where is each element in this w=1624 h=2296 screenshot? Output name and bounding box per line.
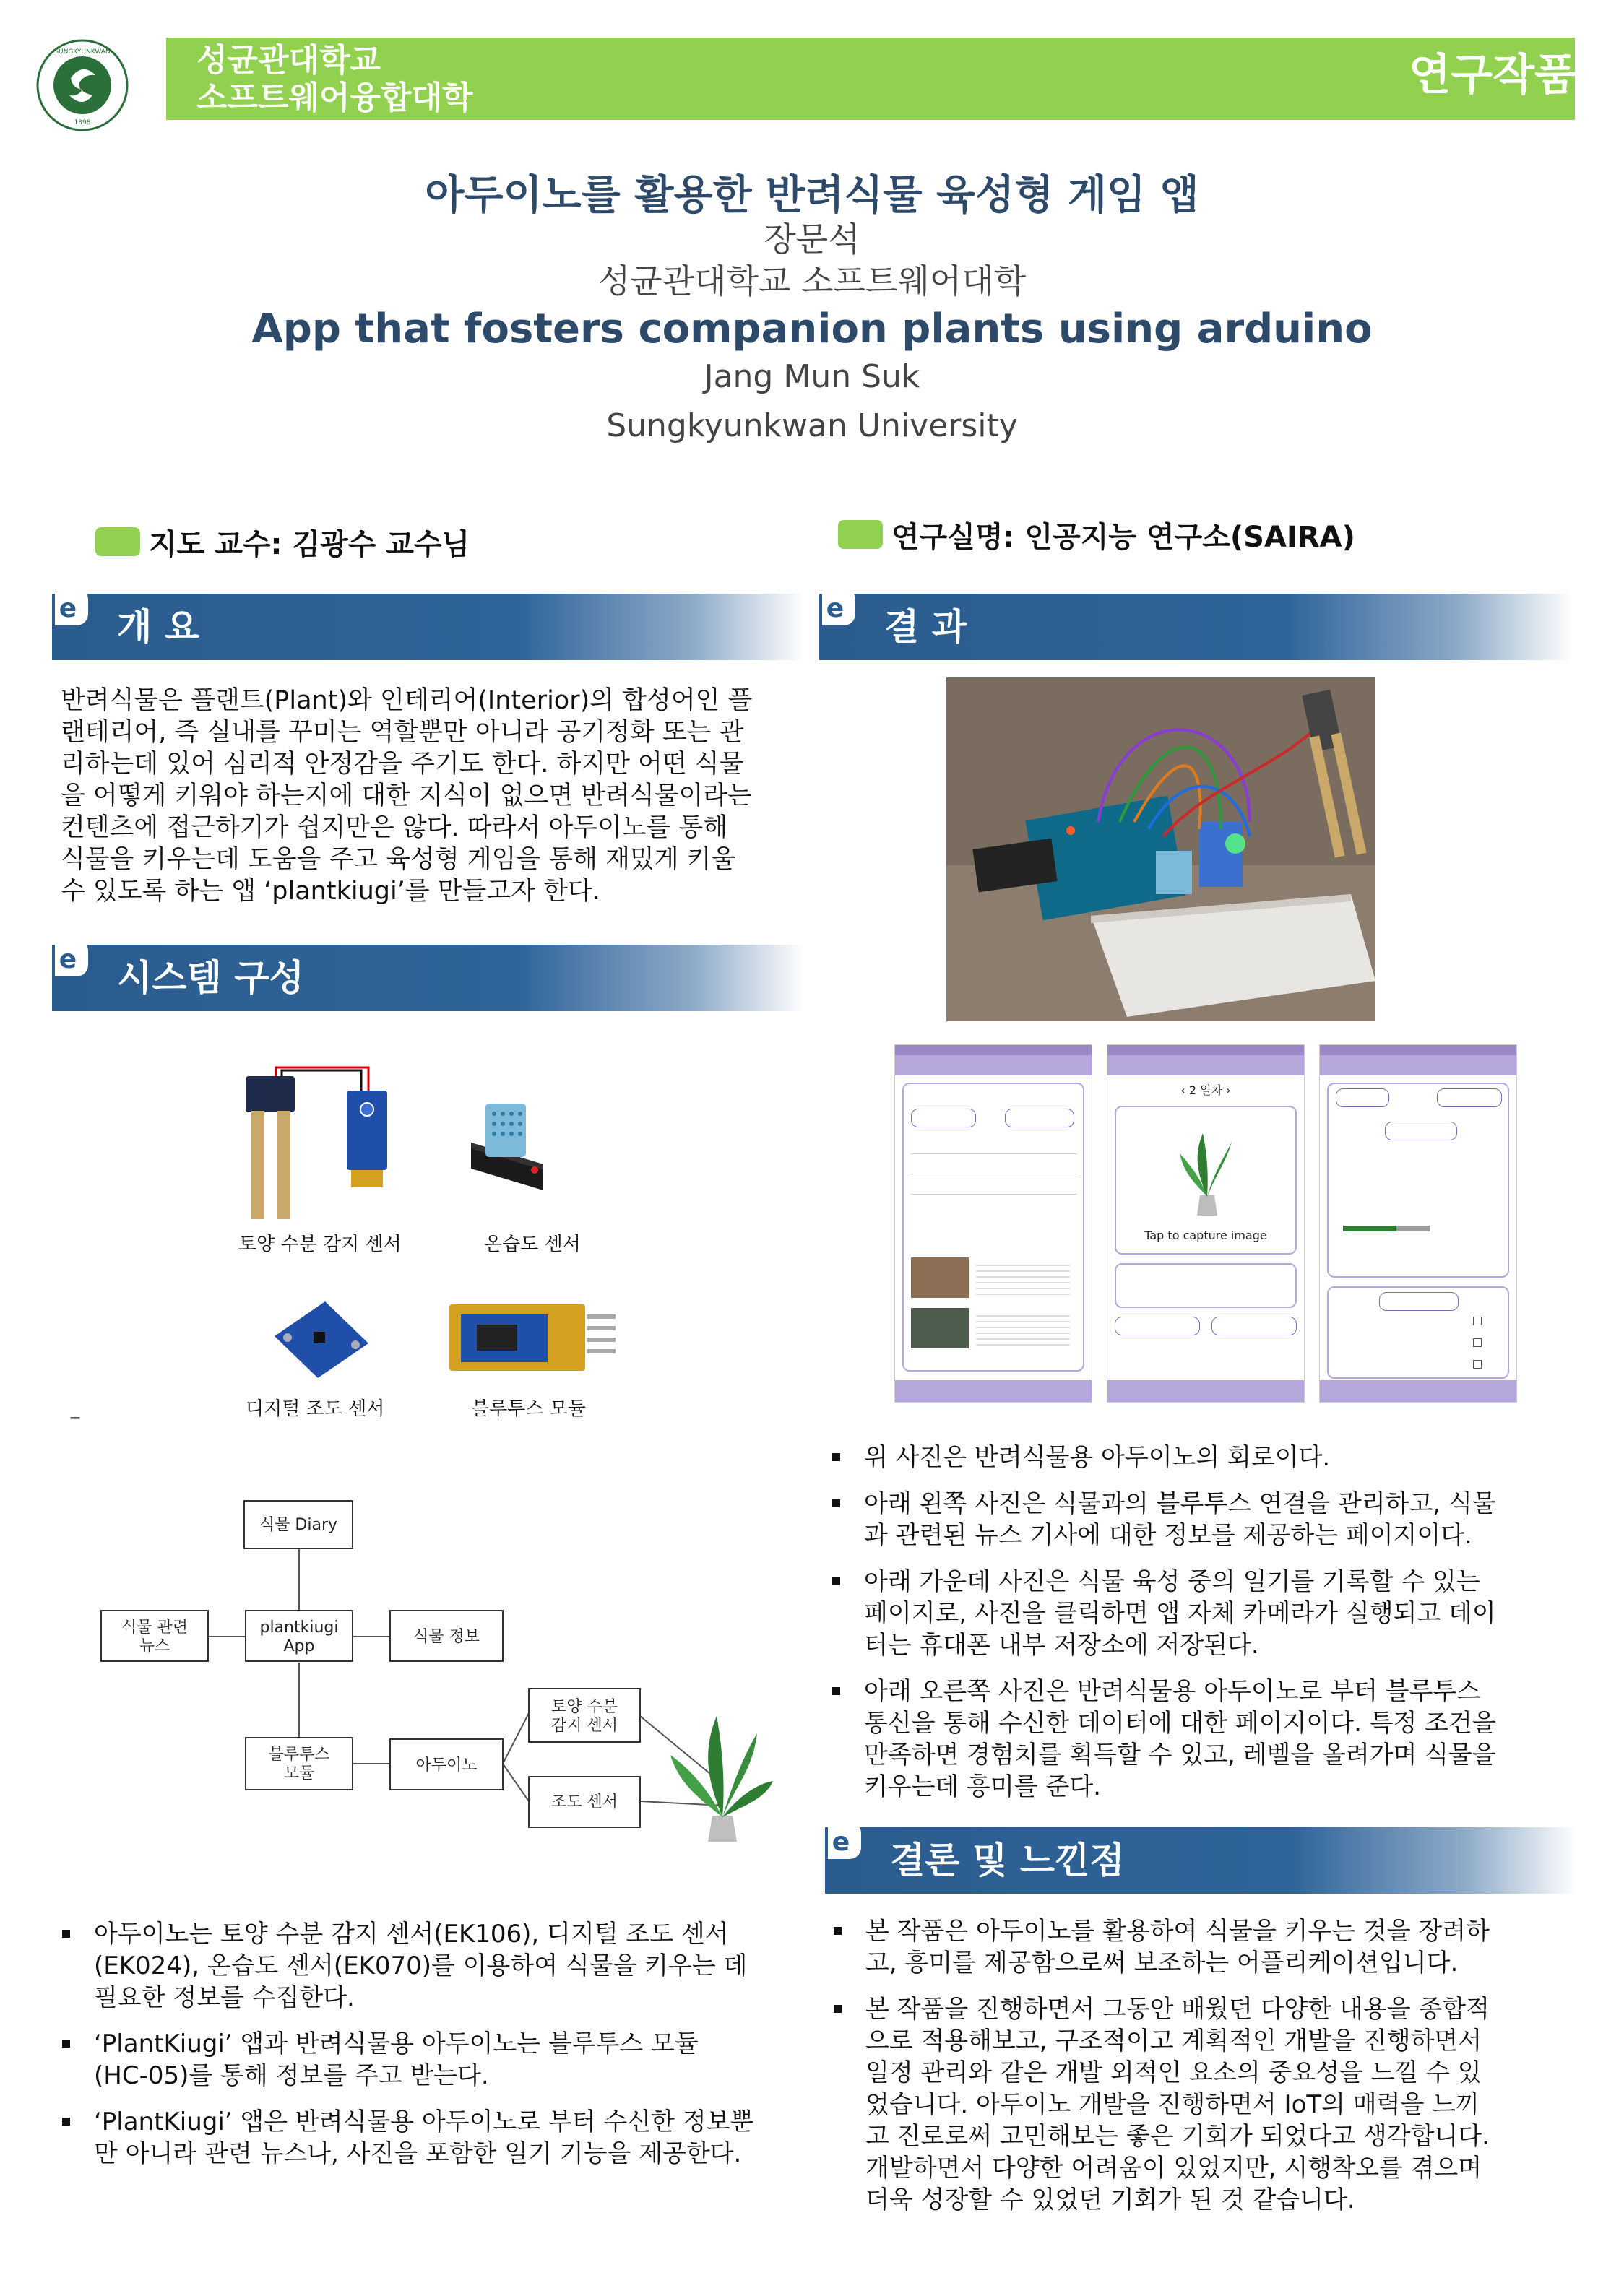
chevron-left-icon[interactable]: ‹: [1180, 1083, 1185, 1097]
list-item-line: 만족하면 경험치를 획득할 수 있고, 레벨을 올려가며 식물을: [864, 1741, 1496, 1769]
exp-progress-bar: [1343, 1226, 1430, 1231]
list-item-line: ‘PlantKiugi’ 앱과 반려식물용 아두이노는 블루투스 모듈: [94, 2029, 699, 2058]
list-item-line: 개발하면서 다양한 어려움이 있었지만, 시행착오를 겪으며: [865, 2154, 1482, 2183]
system-bullet-list: [58, 1918, 753, 2184]
quest-checkbox[interactable]: [1473, 1360, 1482, 1369]
overview-paragraph: [61, 685, 752, 907]
diary-day-nav[interactable]: [1107, 1081, 1304, 1098]
temp-sensor-label: 온습도 센서: [484, 1234, 581, 1255]
list-item-line: 통신을 통해 수신한 데이터에 대한 페이지이다. 특정 조건을: [864, 1709, 1496, 1738]
lab-marker: [838, 520, 883, 549]
status-bar: [895, 1045, 1092, 1055]
diagram-label-arduino: 아두이노: [415, 1756, 478, 1775]
app-screen-bluetooth-news: [894, 1044, 1092, 1403]
diagram-label-app-1: plantkiugi: [259, 1619, 339, 1637]
list-item: [829, 1993, 1490, 2216]
list-item-line: 필요한 정보를 수집한다.: [94, 1983, 355, 2012]
section-overview-title: 개 요: [117, 606, 200, 648]
section-e-icon: [825, 1821, 861, 1871]
diagram-label-news-2: 뉴스: [139, 1637, 170, 1655]
list-item-line: 페이지로, 사진을 클릭하면 앱 자체 카메라가 실행되고 데이: [864, 1599, 1496, 1628]
svg-text:SUNGKYUNKWAN: SUNGKYUNKWAN: [54, 48, 111, 56]
soil-sensor-label: 토양 수분 감지 센서: [238, 1234, 402, 1255]
status-bar: [1320, 1045, 1516, 1055]
section-e-icon: [52, 588, 88, 637]
list-item-line: 만 아니라 관련 뉴스나, 사진을 포함한 일기 기능을 제공한다.: [94, 2139, 742, 2168]
plant-info-title: [1385, 1122, 1457, 1140]
section-system-header: [52, 945, 805, 1011]
plant-icon: [1178, 1129, 1236, 1216]
save-button[interactable]: [1115, 1317, 1200, 1335]
content-card: [902, 1083, 1084, 1372]
capture-hint: Tap to capture image: [1144, 1229, 1267, 1242]
diagram-label-diary: 식물 Diary: [259, 1516, 338, 1534]
list-item: [58, 2028, 753, 2092]
app-screen-plant-status: [1319, 1044, 1517, 1403]
quest-checkbox[interactable]: [1473, 1338, 1482, 1347]
section-e-icon: [52, 939, 88, 988]
diagram-label-light: 조도 센서: [550, 1793, 618, 1811]
category-label: 연구작품: [1409, 50, 1576, 100]
list-item-line: (HC-05)를 통해 정보를 주고 받는다.: [94, 2061, 489, 2090]
arduino-circuit-photo: [946, 677, 1375, 1021]
diagram-label-soil-1: 토양 수분: [550, 1698, 618, 1716]
list-item: [828, 1676, 1496, 1803]
overview-line: 컨텐츠에 접근하기가 쉽지만은 않다. 따라서 아두이노를 통해: [61, 813, 728, 842]
overview-line: 반려식물은 플랜트(Plant)와 인테리어(Interior)의 합성어인 플: [61, 686, 753, 715]
bluetooth-module-label: 블루투스 모듈: [471, 1398, 586, 1420]
overview-line: 리하는데 있어 심리적 안정감을 주기도 한다. 하지만 어떤 식물: [61, 750, 744, 779]
list-item: [58, 1918, 753, 2014]
potted-plant-icon: [670, 1716, 773, 1842]
list-item-line: (EK024), 온습도 센서(EK070)를 이용하여 식물을 키우는 데: [94, 1951, 748, 1980]
overview-line: 식물을 키우는데 도움을 주고 육성형 게임을 통해 재밌게 키울: [61, 845, 736, 874]
section-system-title: 시스템 구성: [117, 957, 304, 999]
list-item-line: 본 작품을 진행하면서 그동안 배웠던 다양한 내용을 종합적: [865, 1995, 1490, 2024]
conclusion-bullet-list: [829, 1915, 1490, 2230]
advisor-line: [95, 521, 470, 562]
author-korean: 장문석: [764, 220, 860, 259]
news-thumbnail[interactable]: [911, 1308, 969, 1348]
list-item-line: 아래 가운데 사진은 식물 육성 중의 일기를 기록할 수 있는: [864, 1567, 1480, 1596]
diagram-label-bt-2: 모듈: [283, 1764, 315, 1782]
section-overview-header: [52, 594, 805, 660]
affiliation-korean: 성균관대학교 소프트웨어대학: [597, 261, 1027, 300]
title-english: App that fosters companion plants using arduino: [251, 306, 1373, 352]
list-item-line: 위 사진은 반려식물용 아두이노의 회로이다.: [864, 1443, 1331, 1472]
title-korean: 아두이노를 활용한 반려식물 육성형 게임 앱: [425, 172, 1199, 219]
list-item: [828, 1566, 1496, 1661]
advisor-text: 지도 교수: 김광수 교수님: [149, 527, 470, 561]
list-item-line: 터는 휴대폰 내부 저장소에 저장된다.: [864, 1631, 1259, 1660]
app-bar: [1320, 1055, 1516, 1075]
section-e-icon: [819, 588, 855, 637]
bluetooth-module-image: [449, 1304, 616, 1371]
lab-line: [838, 514, 1355, 555]
list-item-line: 과 관련된 뉴스 기사에 대한 정보를 제공하는 페이지이다.: [864, 1521, 1472, 1550]
diagram-label-soil-2: 감지 센서: [550, 1717, 618, 1735]
list-item-line: 고, 흥미를 제공함으로써 보조하는 어플리케이션입니다.: [865, 1949, 1459, 1977]
sensor-images-row-1: [217, 1062, 636, 1235]
svg-text:1398: 1398: [74, 119, 91, 126]
university-name: 성균관대학교: [196, 42, 381, 79]
bluetooth-toggle-button[interactable]: [911, 1109, 976, 1127]
affiliation-english: Sungkyunkwan University: [606, 407, 1018, 444]
capture-image-area[interactable]: [1115, 1106, 1297, 1255]
list-item: [828, 1488, 1496, 1551]
list-item-line: 아래 왼쪽 사진은 식물과의 블루투스 연결을 관리하고, 식물: [864, 1489, 1496, 1518]
list-item: [58, 2106, 753, 2170]
overview-line: 랜테리어, 즉 실내를 꾸미는 역할뿐만 아니라 공기정화 또는 관: [61, 718, 744, 747]
diagram-label-app-2: App: [283, 1637, 315, 1655]
lab-text: 연구실명: 인공지능 연구소(SAIRA): [891, 520, 1355, 554]
soil-sensor-image: [246, 1067, 387, 1219]
advisor-marker: [95, 527, 140, 556]
university-logo: [35, 38, 130, 133]
light-sensor-label: 디지털 조도 센서: [246, 1398, 385, 1420]
list-item-line: 더욱 성장할 수 있었던 기회가 된 것 같습니다.: [865, 2185, 1355, 2214]
app-screen-diary: [1107, 1044, 1305, 1403]
bottom-navigation[interactable]: [895, 1380, 1092, 1402]
temperature-humidity-sensor-image: [471, 1104, 543, 1190]
connect-button[interactable]: [1437, 1088, 1502, 1107]
diagram-label-bt-1: 블루투스: [268, 1746, 330, 1764]
quest-title: [1379, 1292, 1459, 1311]
author-english: Jang Mun Suk: [704, 358, 920, 395]
sensor-images-row-2: [260, 1286, 650, 1387]
list-item: [829, 1915, 1490, 1979]
connect-button[interactable]: [1005, 1109, 1074, 1127]
list-item: [828, 1442, 1496, 1473]
list-item-line: 아두이노는 토양 수분 감지 센서(EK106), 디지털 조도 센서: [94, 1920, 729, 1949]
diagram-label-info: 식물 정보: [413, 1628, 480, 1646]
college-name: 소프트웨어융합대학: [196, 79, 473, 116]
status-bar: [1107, 1045, 1304, 1055]
load-button[interactable]: [1211, 1317, 1297, 1335]
section-conclusion-header: [825, 1827, 1576, 1894]
list-item-line: 키우는데 흥미를 준다.: [864, 1772, 1102, 1801]
list-item-line: 아래 오른쪽 사진은 반려식물용 아두이노로 부터 블루투스: [864, 1677, 1481, 1706]
light-sensor-image: [275, 1301, 368, 1378]
chevron-right-icon[interactable]: ›: [1226, 1083, 1231, 1097]
quest-card: [1327, 1286, 1509, 1379]
app-bar: [895, 1055, 1092, 1075]
svg-text:e: e: [59, 594, 77, 623]
system-diagram: [87, 1495, 780, 1871]
overview-line: 수 있도록 하는 앱 ‘plantkiugi’를 만들고자 한다.: [61, 877, 600, 906]
list-item-line: 본 작품은 아두이노를 활용하여 식물을 키우는 것을 장려하: [865, 1917, 1490, 1946]
svg-text:e: e: [832, 1827, 850, 1857]
plant-status-card: [1327, 1083, 1509, 1278]
app-bar: [1107, 1055, 1304, 1075]
bottom-navigation[interactable]: [1107, 1380, 1304, 1402]
diagram-label-news-1: 식물 관련: [121, 1619, 189, 1637]
list-item-line: 고 진로로써 고민해보는 좋은 기회가 되었다고 생각합니다.: [865, 2122, 1490, 2151]
overview-line: 을 어떻게 키워야 하는지에 대한 지식이 없으면 반려식물이라는: [61, 781, 752, 810]
diary-day-label: 2 일차: [1188, 1083, 1223, 1097]
svg-text:e: e: [59, 945, 77, 974]
stray-mark: –: [69, 1403, 81, 1430]
bottom-navigation[interactable]: [1320, 1380, 1516, 1402]
section-result-title: 결 과: [884, 606, 967, 648]
section-conclusion-title: 결론 및 느낀점: [890, 1840, 1125, 1881]
diary-text-input[interactable]: [1115, 1263, 1297, 1308]
result-bullet-list: [828, 1442, 1496, 1817]
section-result-header: [819, 594, 1572, 660]
list-item-line: ‘PlantKiugi’ 앱은 반려식물용 아두이노로 부터 수신한 정보뿐: [94, 2107, 754, 2136]
list-item-line: 일정 관리와 같은 개발 외적인 요소의 중요성을 느낄 수 있: [865, 2058, 1482, 2087]
bluetooth-toggle-button[interactable]: [1336, 1088, 1389, 1107]
list-item-line: 으로 적용해보고, 구조적이고 계획적인 개발을 진행하면서: [865, 2027, 1482, 2055]
list-item-line: 었습니다. 아두이노 개발을 진행하면서 IoT의 매력을 느끼: [865, 2090, 1480, 2119]
news-thumbnail[interactable]: [911, 1257, 969, 1298]
quest-checkbox[interactable]: [1473, 1317, 1482, 1325]
svg-text:e: e: [826, 594, 845, 623]
